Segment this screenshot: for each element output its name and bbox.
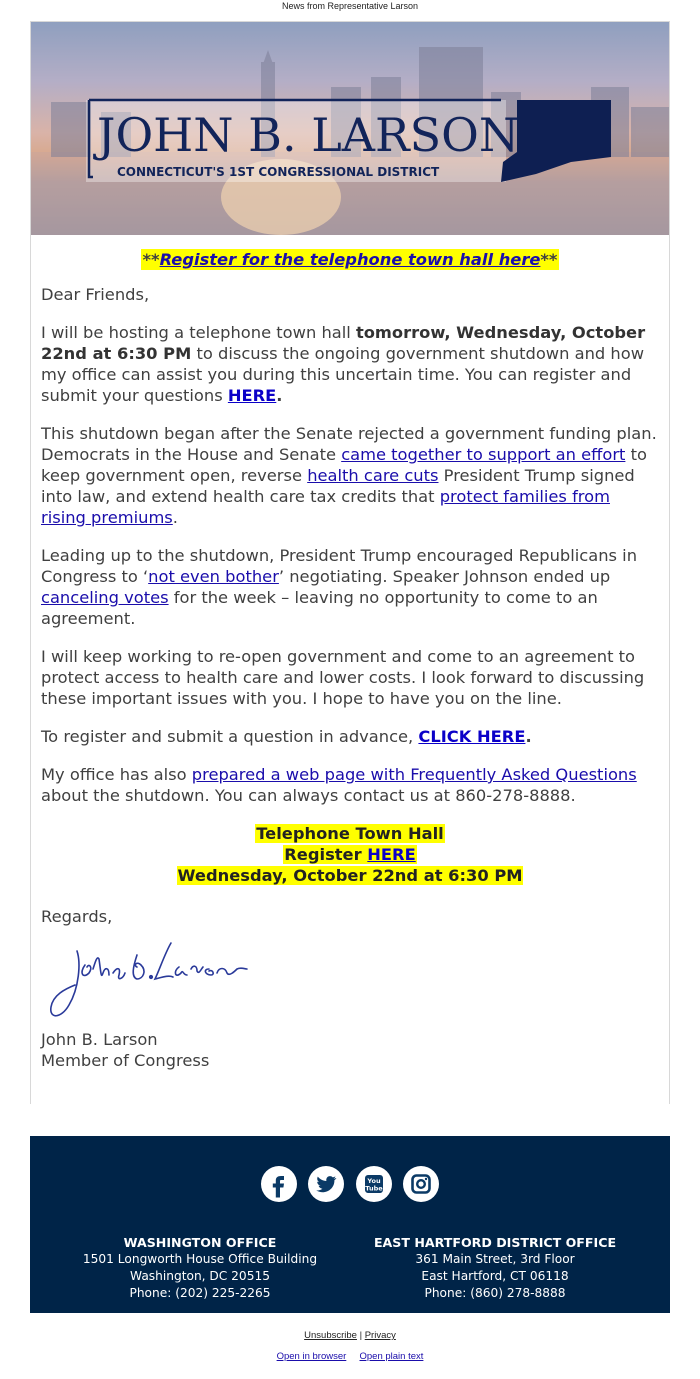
protect-families-link[interactable]: protect families from rising premiums xyxy=(41,487,610,527)
register-town-hall-link[interactable]: Register for the telephone town hall here xyxy=(159,250,541,269)
town-hall-callout xyxy=(41,823,659,886)
paragraph-5: To register and submit a question in advance, CLICK HERE. xyxy=(41,727,532,746)
support-effort-link[interactable]: came together to support an effort xyxy=(341,445,626,464)
callout-date: Wednesday, October 22nd at 6:30 PM xyxy=(177,866,523,885)
paragraph-1: I will be hosting a telephone town hall tomorrow, Wednesday, October 22nd at 6:30 PM to discuss the ongoing government shutdown and how my office can assist you during this uncertain time. You can register and submit your questions HERE. xyxy=(41,323,646,405)
open-in-browser-link[interactable]: Open in browser xyxy=(276,1351,347,1362)
unsubscribe-link[interactable]: Unsubscribe xyxy=(304,1330,357,1341)
register-callout xyxy=(41,249,659,270)
email-card xyxy=(30,21,670,1104)
banner-district: CONNECTICUT'S 1ST CONGRESSIONAL DISTRICT xyxy=(117,165,440,179)
register-stars-right: ** xyxy=(540,250,558,269)
washington-phone: Phone: (202) 225-2265 xyxy=(129,1286,271,1300)
callout-here-link[interactable]: HERE xyxy=(367,845,416,864)
svg-text:Tube: Tube xyxy=(364,1184,383,1193)
not-even-bother-link[interactable]: not even bother xyxy=(148,567,279,586)
open-plain-text-link[interactable]: Open plain text xyxy=(359,1351,424,1362)
regards: Regards, xyxy=(41,907,113,926)
unsubscribe-row: Unsubscribe | Privacy xyxy=(304,1330,396,1341)
paragraph-2: This shutdown began after the Senate rejected a government funding plan. Democrats in the House and Senate came together to support an effort to keep government open, reverse health care cuts President Trump signed into law, and extend health care tax credits that protect families from rising premiums. xyxy=(41,424,657,527)
header-banner xyxy=(31,22,669,235)
sign-name: John B. Larson xyxy=(41,1030,158,1049)
preheader: News from Representative Larson xyxy=(281,1,419,11)
health-care-cuts-link[interactable]: health care cuts xyxy=(307,466,439,485)
footer xyxy=(30,1136,670,1313)
washington-address-1: 1501 Longworth House Office Building xyxy=(82,1252,318,1266)
banner-name: JOHN B. LARSON xyxy=(97,108,520,162)
hartford-office xyxy=(345,1234,645,1302)
faq-link[interactable]: prepared a web page with Frequently Asked Questions xyxy=(191,765,637,784)
paragraph-3: Leading up to the shutdown, President Trump encouraged Republicans in Congress to ‘not even bother’ negotiating. Speaker Johnson ended up canceling votes for the week – leaving no opportunity to come to an agreement. xyxy=(41,546,638,628)
paragraph-4: I will keep working to re-open government and come to an agreement to protect access to health care and lower costs. I look forward to discussing these important issues with you. I hope to have you on the line. xyxy=(41,647,645,708)
register-stars-left: ** xyxy=(142,250,160,269)
greeting: Dear Friends, xyxy=(41,285,150,304)
washington-address-2: Washington, DC 20515 xyxy=(130,1269,270,1283)
sign-title: Member of Congress xyxy=(41,1051,210,1070)
privacy-link[interactable]: Privacy xyxy=(364,1330,396,1341)
twitter-icon[interactable] xyxy=(308,1166,344,1202)
facebook-icon[interactable] xyxy=(261,1166,297,1202)
email-body xyxy=(31,235,669,1071)
hartford-address-1: 361 Main Street, 3rd Floor xyxy=(415,1252,575,1266)
hartford-phone: Phone: (860) 278-8888 xyxy=(424,1286,566,1300)
hartford-address-2: East Hartford, CT 06118 xyxy=(421,1269,569,1283)
click-here-link[interactable]: CLICK HERE xyxy=(418,727,526,746)
washington-office xyxy=(50,1234,350,1302)
skyline-graphic xyxy=(31,22,669,235)
view-options-row xyxy=(0,1351,700,1362)
paragraph-6: My office has also prepared a web page with Frequently Asked Questions about the shutdown. You can always contact us at 860-278-8888. xyxy=(41,765,637,805)
canceling-votes-link[interactable]: canceling votes xyxy=(41,588,169,607)
instagram-icon[interactable] xyxy=(403,1166,439,1202)
signature-block xyxy=(41,1029,659,1071)
svg-text:You: You xyxy=(366,1177,381,1185)
signature-image xyxy=(41,933,659,1025)
washington-office-title: WASHINGTON OFFICE xyxy=(123,1235,277,1250)
date-bold: tomorrow, Wednesday, October 22nd at 6:30 PM xyxy=(41,323,646,363)
youtube-icon[interactable] xyxy=(356,1166,392,1202)
hartford-office-title: EAST HARTFORD DISTRICT OFFICE xyxy=(373,1235,617,1250)
callout-register: Register HERE xyxy=(284,845,416,864)
callout-title: Telephone Town Hall xyxy=(256,824,444,843)
here-link-1[interactable]: HERE xyxy=(227,386,277,405)
social-icons xyxy=(30,1166,670,1202)
